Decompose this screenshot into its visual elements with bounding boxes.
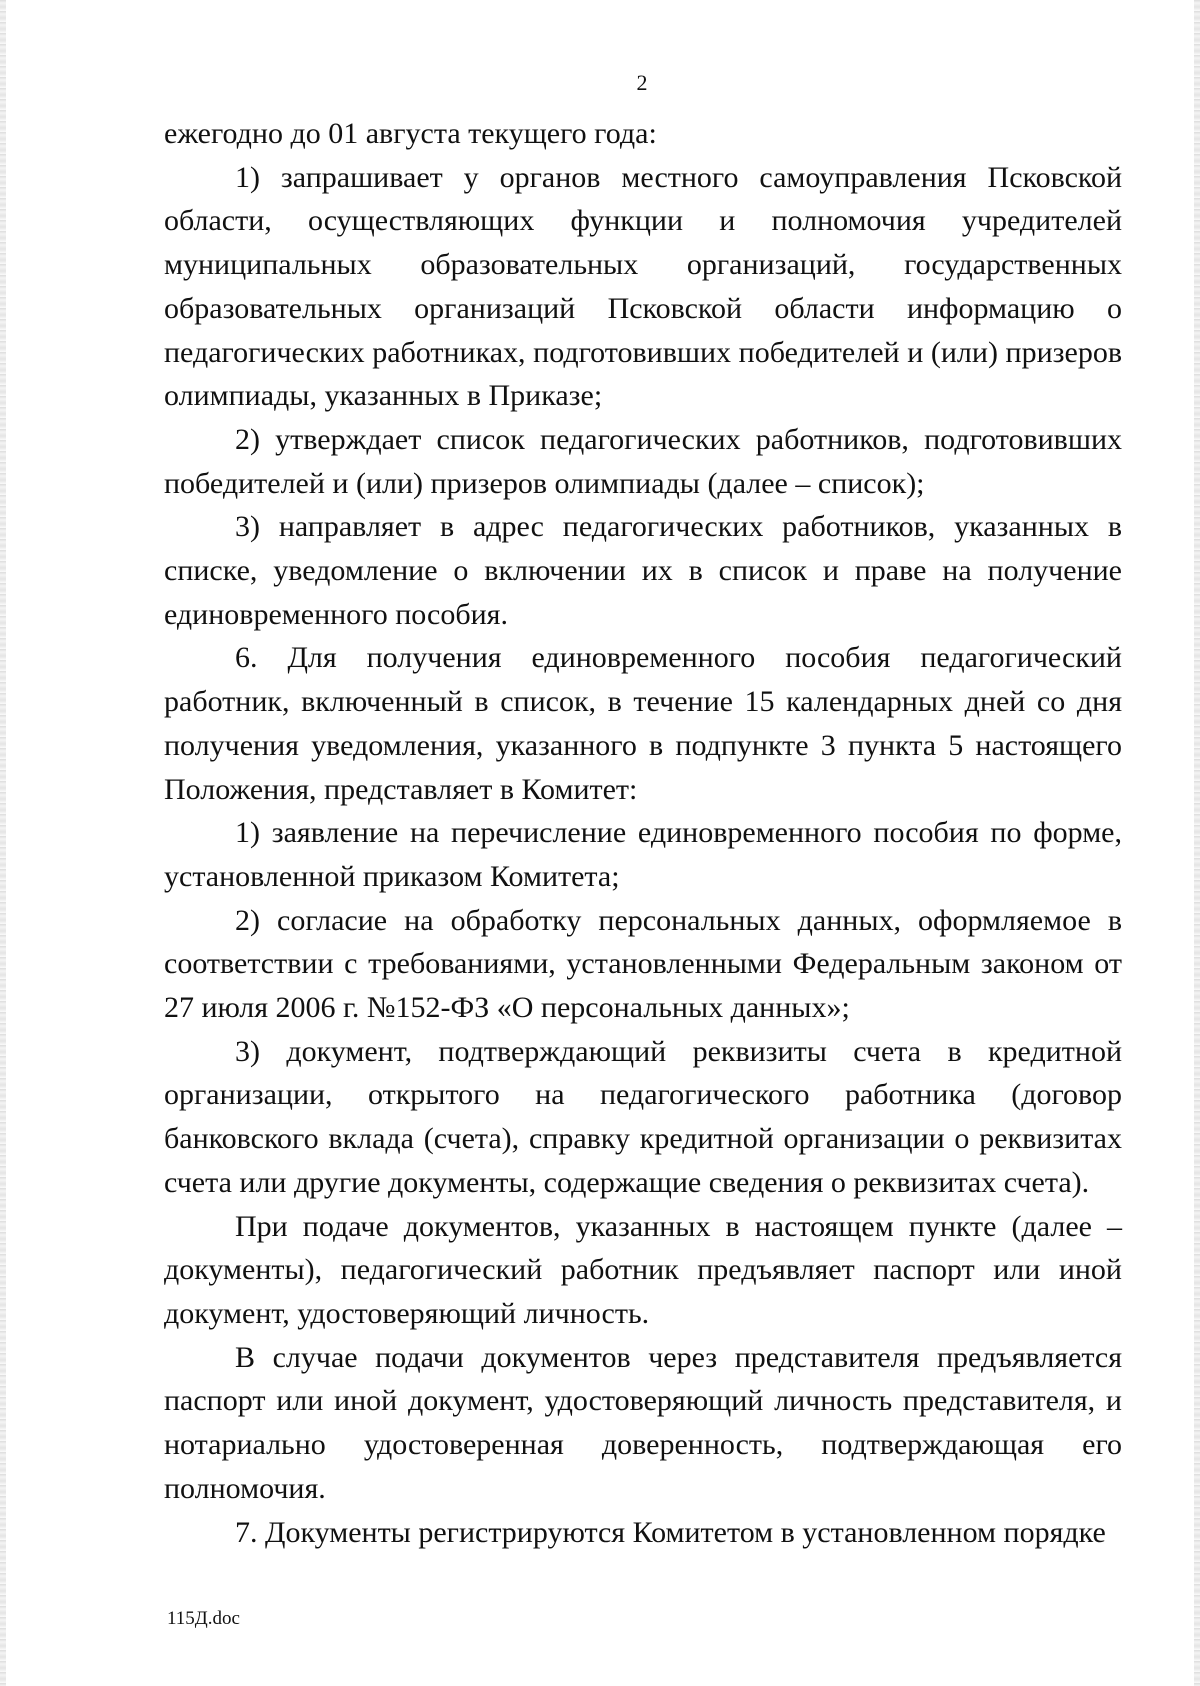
paragraph-item-2-approve-list: 2) утверждает список педагогических работников, подготовивших победителей и (или) призеров олимпиады (далее – список); bbox=[164, 422, 1122, 500]
paragraph-clause-6-item-3: 3) документ, подтверждающий реквизиты счета в кредитной организации, открытого на педагогического работника (договор банковского вклада (счета), справку кредитной организации о реквизитах счета или другие документы, содержащие сведения о реквизитах счета). bbox=[164, 1034, 1122, 1199]
paragraph-item-3-send-notice: 3) направляет в адрес педагогических работников, указанных в списке, уведомление о включении их в список и праве на получение единовременного пособия. bbox=[164, 510, 1122, 631]
paragraph-clause-6: 6. Для получения единовременного пособия педагогический работник, включенный в список, в течение 15 календарных дней со дня получения уведомления, указанного в подпункте 3 пункта 5 настоящего Положения, представляет в Комитет: bbox=[164, 641, 1122, 806]
paragraph-intro: ежегодно до 01 августа текущего года: bbox=[164, 117, 657, 150]
scan-edge-right bbox=[1194, 0, 1200, 1686]
scan-edge-left bbox=[0, 0, 6, 1686]
footer-filename: 115Д.doc bbox=[167, 1608, 240, 1629]
page-number: 2 bbox=[636, 70, 648, 95]
paragraph-clause-6-item-2: 2) согласие на обработку персональных данных, оформляемое в соответствии с требованиями, установленными Федеральным законом от 27 июля 2006 г. №152-ФЗ «О персональных данных»; bbox=[164, 903, 1122, 1025]
document-body bbox=[164, 112, 1122, 1554]
paragraph-item-1-request-info: 1) запрашивает у органов местного самоуправления Псковской области, осуществляющих функции и полномочия учредителей муниципальных образовательных организаций, государственных образовательных организаций Псковской области информацию о педагогических работниках, подготовивших победителей и (или) призеров олимпиады, указанных в Приказе; bbox=[164, 160, 1122, 413]
paragraph-representative: В случае подачи документов через представителя предъявляется паспорт или иной документ, удостоверяющий личность представителя, и нотариально удостоверенная доверенность, подтверждающая его полномочия. bbox=[164, 1340, 1122, 1505]
paragraph-clause-7: 7. Документы регистрируются Комитетом в установленном порядке bbox=[235, 1515, 1106, 1549]
paragraph-passport-requirement: При подаче документов, указанных в настоящем пункте (далее – документы), педагогический работник предъявляет паспорт или иной документ, удостоверяющий личность. bbox=[164, 1209, 1122, 1330]
paragraph-clause-6-item-1: 1) заявление на перечисление единовременного пособия по форме, установленной приказом Комитета; bbox=[164, 816, 1122, 893]
